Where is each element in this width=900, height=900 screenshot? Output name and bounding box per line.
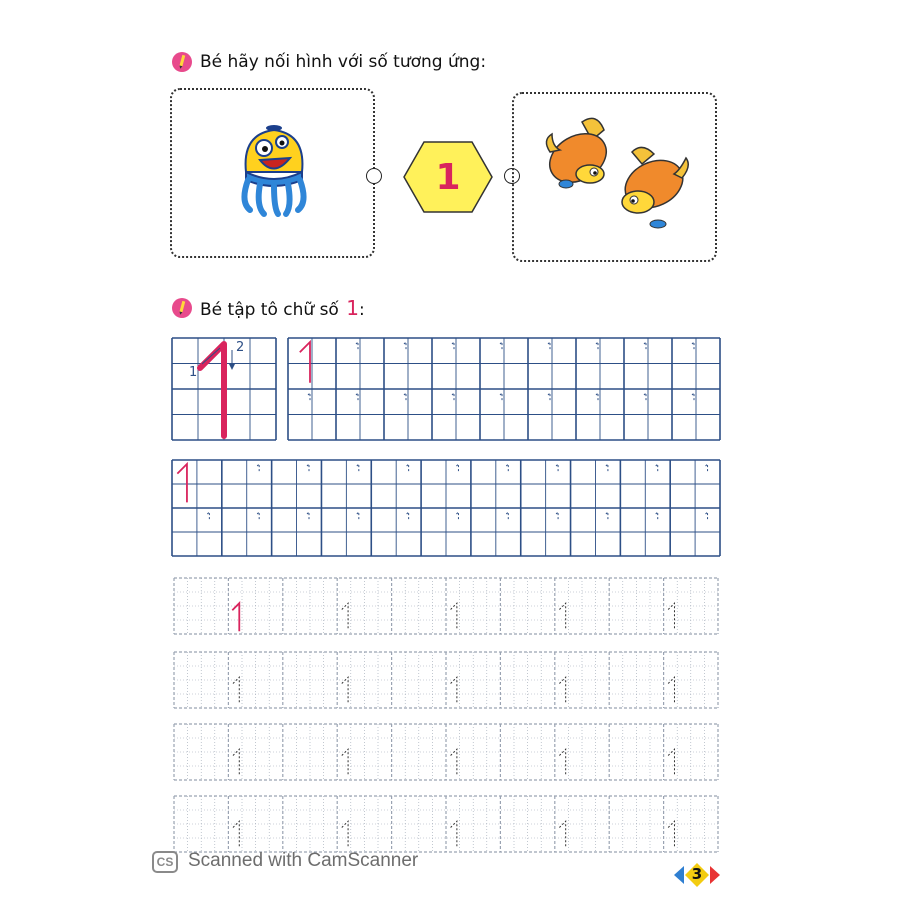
trace-dot-guide bbox=[451, 677, 457, 702]
trace-dot-guide bbox=[404, 393, 406, 401]
trace-dot-guide bbox=[342, 677, 348, 702]
trace-dot-guide bbox=[357, 512, 359, 520]
trace-dot-guide bbox=[500, 393, 502, 401]
trace-dot-guide bbox=[596, 393, 598, 401]
trace-one-sample bbox=[232, 603, 239, 631]
trace-dot-guide bbox=[452, 342, 454, 350]
trace-dot-guide bbox=[559, 603, 565, 628]
trace-dot-guide bbox=[357, 464, 359, 472]
trace-dot-guide bbox=[233, 677, 239, 702]
pencil-icon bbox=[172, 298, 192, 318]
trace-dot-guide bbox=[606, 512, 608, 520]
hexagon-number: 1 bbox=[435, 156, 461, 198]
trace-dot-guide bbox=[656, 512, 658, 520]
trace-dot-guide bbox=[556, 512, 558, 520]
task1-instruction: Bé hãy nối hình với số tương ứng: bbox=[200, 52, 487, 72]
trace-dot-guide bbox=[644, 342, 646, 350]
trace-dot-guide bbox=[407, 512, 409, 520]
stroke-number-2: 2 bbox=[236, 340, 245, 355]
trace-dot-guide bbox=[606, 464, 608, 472]
trace-dot-guide bbox=[596, 342, 598, 350]
trace-dot-guide bbox=[233, 821, 239, 846]
trace-one-sample bbox=[300, 342, 310, 383]
trace-dot-guide bbox=[556, 464, 558, 472]
trace-dot-guide bbox=[548, 393, 550, 401]
task1-heading bbox=[172, 52, 486, 72]
trace-dot-guide bbox=[452, 393, 454, 401]
task2-instruction: Bé tập tô chữ số 1: bbox=[200, 296, 365, 320]
trace-dot-guide bbox=[548, 342, 550, 350]
writing-row-2[interactable] bbox=[174, 652, 718, 708]
trace-grid-top[interactable] bbox=[288, 338, 720, 440]
trace-dot-guide bbox=[559, 677, 565, 702]
trace-dot-guide bbox=[451, 821, 457, 846]
trace-dot-guide bbox=[356, 342, 358, 350]
example-digit-one bbox=[172, 338, 276, 440]
page-number: 3 bbox=[691, 865, 703, 883]
trace-dot-guide bbox=[668, 821, 674, 846]
camscanner-logo: CS bbox=[152, 851, 178, 873]
trace-dot-guide bbox=[506, 464, 508, 472]
task2-heading bbox=[172, 296, 365, 320]
trace-dot-guide bbox=[342, 821, 348, 846]
task2-digit: 1 bbox=[346, 296, 359, 320]
trace-dot-guide bbox=[456, 512, 458, 520]
trace-dot-guide bbox=[559, 821, 565, 846]
trace-grid-middle[interactable] bbox=[172, 460, 720, 556]
trace-one-sample bbox=[177, 464, 187, 502]
trace-dot-guide bbox=[207, 512, 209, 520]
stroke-number-1: 1 bbox=[189, 365, 198, 380]
trace-dot-guide bbox=[257, 464, 259, 472]
trace-dot-guide bbox=[307, 512, 309, 520]
pencil-icon bbox=[172, 52, 192, 72]
trace-dot-guide bbox=[668, 677, 674, 702]
trace-dot-guide bbox=[233, 749, 239, 774]
trace-dot-guide bbox=[692, 342, 694, 350]
writing-row-3[interactable] bbox=[174, 724, 718, 780]
trace-dot-guide bbox=[308, 393, 310, 401]
trace-dot-guide bbox=[692, 393, 694, 401]
trace-dot-guide bbox=[500, 342, 502, 350]
trace-dot-guide bbox=[342, 603, 348, 628]
trace-dot-guide bbox=[706, 512, 708, 520]
trace-dot-guide bbox=[257, 512, 259, 520]
scanner-watermark: Scanned with CamScanner bbox=[188, 850, 419, 871]
trace-dot-guide bbox=[451, 749, 457, 774]
trace-dot-guide bbox=[307, 464, 309, 472]
octopus-icon bbox=[238, 122, 310, 217]
trace-dot-guide bbox=[342, 749, 348, 774]
trace-dot-guide bbox=[668, 603, 674, 628]
trace-dot-guide bbox=[407, 464, 409, 472]
trace-dot-guide bbox=[451, 603, 457, 628]
connect-dot-left[interactable] bbox=[366, 168, 382, 184]
trace-dot-guide bbox=[656, 464, 658, 472]
writing-row-4[interactable] bbox=[174, 796, 718, 852]
trace-dot-guide bbox=[668, 749, 674, 774]
trace-dot-guide bbox=[644, 393, 646, 401]
trace-dot-guide bbox=[456, 464, 458, 472]
writing-row-1[interactable] bbox=[174, 578, 718, 634]
trace-dot-guide bbox=[506, 512, 508, 520]
fish-icon bbox=[542, 112, 692, 240]
trace-dot-guide bbox=[706, 464, 708, 472]
trace-dot-guide bbox=[559, 749, 565, 774]
trace-dot-guide bbox=[356, 393, 358, 401]
trace-dot-guide bbox=[404, 342, 406, 350]
